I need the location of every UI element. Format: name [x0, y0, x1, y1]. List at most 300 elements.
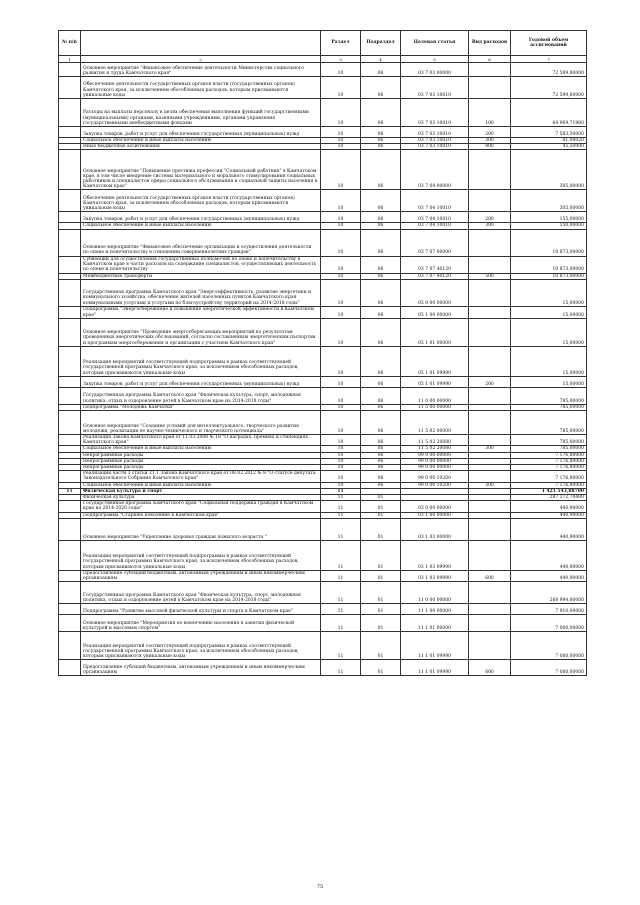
- cell-name: Социальное обеспечение и иные выплаты населению: [81, 482, 321, 488]
- cell-sum: 7 176,80000: [511, 482, 587, 488]
- cell-sum: 785,00000: [511, 435, 587, 446]
- cell-csr: 11 5 02 00000: [401, 411, 469, 435]
- cell-csr: 03 7 04 10010: [401, 190, 469, 212]
- cell-vr: 200: [469, 376, 511, 387]
- cell-csr: 03 7 03 00000: [401, 63, 469, 77]
- cell-num: [59, 77, 81, 99]
- budget-table: [58, 30, 587, 676]
- cell-podrazdel: 06: [361, 138, 401, 144]
- cell-razdel: 10: [321, 376, 361, 387]
- cell-vr: [469, 318, 511, 346]
- cell-vr: 300: [469, 138, 511, 144]
- cell-vr: [469, 346, 511, 376]
- cell-razdel: 11: [321, 582, 361, 604]
- cell-sum: 7 176,80000: [511, 458, 587, 464]
- cell-sum: 785,00000: [511, 411, 587, 435]
- cell-sum: 785,00000: [511, 404, 587, 410]
- column-index: 7: [511, 56, 587, 63]
- cell-sum: 64 969,71960: [511, 99, 587, 127]
- cell-razdel: 10: [321, 306, 361, 318]
- cell-razdel: 10: [321, 465, 361, 471]
- cell-podrazdel: 06: [361, 318, 401, 346]
- cell-num: [59, 582, 81, 604]
- cell-csr: 03 1 03 00000: [401, 518, 469, 540]
- cell-podrazdel: 06: [361, 306, 401, 318]
- cell-podrazdel: 06: [361, 482, 401, 488]
- cell-razdel: 10: [321, 446, 361, 452]
- cell-num: [59, 632, 81, 660]
- cell-vr: [469, 306, 511, 318]
- cell-vr: 300: [469, 482, 511, 488]
- cell-razdel: 11: [321, 518, 361, 540]
- cell-vr: [469, 604, 511, 615]
- cell-razdel: 10: [321, 458, 361, 464]
- table-row: [59, 582, 587, 604]
- cell-csr: 99 0 00 10200: [401, 471, 469, 482]
- table-row: [59, 346, 587, 376]
- cell-sum: 7 176,80000: [511, 465, 587, 471]
- cell-name: Межбюджетные трансферты: [81, 273, 321, 279]
- cell-podrazdel: 06: [361, 452, 401, 458]
- table-row: [59, 190, 587, 212]
- cell-csr: 99 0 00 00000: [401, 458, 469, 464]
- cell-sum: 1 421 543,88700: [511, 488, 587, 494]
- cell-name: Основное мероприятие "Финансовое обеспечение деятельности Министерства социального развития и труда Камчатского края": [81, 63, 321, 77]
- cell-csr: 11 5 00 00000: [401, 404, 469, 410]
- cell-vr: 200: [469, 127, 511, 138]
- cell-podrazdel: 06: [361, 404, 401, 410]
- column-index: 1: [59, 56, 81, 63]
- table-body: [59, 63, 587, 676]
- table-row: [59, 376, 587, 387]
- cell-razdel: 10: [321, 482, 361, 488]
- cell-sum: 7 000,00000: [511, 660, 587, 676]
- cell-num: [59, 190, 81, 212]
- table-row: [59, 318, 587, 346]
- cell-razdel: 11: [321, 540, 361, 570]
- cell-csr: 03 1 03 09990: [401, 570, 469, 581]
- cell-name: Реализация Закона Камчатского края от 11.03.2008 № 18 "О наградах, премиях и стипендиях Камчатского края": [81, 435, 321, 446]
- cell-podrazdel: 01: [361, 512, 401, 518]
- column-index-row: [59, 56, 587, 63]
- cell-num: [59, 306, 81, 318]
- cell-csr: 05 1 01 09990: [401, 346, 469, 376]
- cell-razdel: 10: [321, 190, 361, 212]
- cell-csr: 05 0 00 00000: [401, 279, 469, 306]
- cell-razdel: 11: [321, 512, 361, 518]
- cell-sum: 155,00000: [511, 212, 587, 223]
- cell-podrazdel: 01: [361, 632, 401, 660]
- cell-csr: 03 7 04 10010: [401, 223, 469, 229]
- header-vr: Вид расходов: [469, 31, 511, 56]
- cell-sum: 305,00000: [511, 190, 587, 212]
- cell-vr: 800: [469, 144, 511, 150]
- cell-csr: 03 7 03 10010: [401, 138, 469, 144]
- cell-podrazdel: 06: [361, 435, 401, 446]
- cell-num: [59, 99, 81, 127]
- table-row: [59, 501, 587, 512]
- cell-razdel: 11: [321, 488, 361, 494]
- cell-sum: 15,00000: [511, 346, 587, 376]
- table-row: [59, 660, 587, 676]
- cell-name: Государственная программа Камчатского края "Физическая культура, спорт, молодежная политика, отдых и оздоровление детей в Камчатском крае на 2014-2018 годы": [81, 582, 321, 604]
- header-name: [81, 31, 321, 56]
- cell-podrazdel: 06: [361, 212, 401, 223]
- cell-name: Физическая культура и спорт: [81, 488, 321, 494]
- cell-podrazdel: 06: [361, 144, 401, 150]
- cell-sum: 10 873,00000: [511, 273, 587, 279]
- cell-vr: [469, 77, 511, 99]
- cell-razdel: 10: [321, 212, 361, 223]
- cell-vr: 500: [469, 273, 511, 279]
- cell-podrazdel: 01: [361, 495, 401, 501]
- cell-csr: 03 7 03 10010: [401, 99, 469, 127]
- cell-vr: [469, 540, 511, 570]
- cell-csr: 03 7 07 40120: [401, 256, 469, 273]
- cell-csr: 11 5 02 20080: [401, 446, 469, 452]
- cell-razdel: 11: [321, 632, 361, 660]
- cell-csr: 03 7 07 00000: [401, 229, 469, 256]
- cell-podrazdel: 06: [361, 229, 401, 256]
- cell-razdel: 11: [321, 660, 361, 676]
- cell-razdel: 10: [321, 229, 361, 256]
- cell-name: Закупка товаров, работ и услуг для обеспечения государственных (муниципальных) нужд: [81, 376, 321, 387]
- cell-num: [59, 660, 81, 676]
- cell-podrazdel: 06: [361, 150, 401, 190]
- table-row: [59, 306, 587, 318]
- column-index: 5: [401, 56, 469, 63]
- cell-csr: 11 1 00 00000: [401, 604, 469, 615]
- cell-csr: 03 1 00 00000: [401, 512, 469, 518]
- cell-vr: [469, 615, 511, 632]
- cell-name: Предоставление субсидий бюджетным, автономным учреждениям и иным некоммерческим организациям: [81, 660, 321, 676]
- cell-csr: 11 1 01 09990: [401, 660, 469, 676]
- cell-name: Реализация мероприятий соответствующей подпрограммы в рамках соответствующей государственной программы Камчатского края, за исключением обособленных расходов, которым присваиваются уникальные коды: [81, 540, 321, 570]
- cell-name: Основное мероприятие "Мероприятия по вовлечению населения в занятия физической культурой и массовым спортом": [81, 615, 321, 632]
- cell-sum: 10 873,00000: [511, 256, 587, 273]
- cell-vr: 600: [469, 660, 511, 676]
- cell-csr: 03 7 03 10010: [401, 77, 469, 99]
- cell-csr: 05 1 01 09990: [401, 376, 469, 387]
- table-row: [59, 256, 587, 273]
- cell-num: [59, 435, 81, 446]
- column-index: 4: [361, 56, 401, 63]
- table-row: [59, 387, 587, 404]
- cell-vr: [469, 582, 511, 604]
- cell-razdel: 10: [321, 404, 361, 410]
- cell-name: Закупка товаров, работ и услуг для обеспечения государственных (муниципальных) нужд: [81, 127, 321, 138]
- header-num: № п/п: [59, 31, 81, 56]
- table-row: [59, 570, 587, 581]
- cell-vr: [469, 387, 511, 404]
- cell-num: [59, 387, 81, 404]
- cell-razdel: 10: [321, 471, 361, 482]
- cell-razdel: 11: [321, 615, 361, 632]
- cell-razdel: 10: [321, 63, 361, 77]
- cell-podrazdel: 06: [361, 411, 401, 435]
- cell-vr: [469, 518, 511, 540]
- cell-vr: 100: [469, 99, 511, 127]
- cell-podrazdel: 06: [361, 223, 401, 229]
- cell-csr: 99 0 00 10200: [401, 482, 469, 488]
- cell-csr: 03 7 04 00000: [401, 150, 469, 190]
- cell-name: Социальное обеспечение и иные выплаты населению: [81, 446, 321, 452]
- cell-razdel: 10: [321, 346, 361, 376]
- table-row: [59, 229, 587, 256]
- cell-name: Реализация мероприятий соответствующей подпрограммы в рамках соответствующей государственной программы Камчатского края, за исключением обособленных расходов, которым присваиваются уникальные коды: [81, 632, 321, 660]
- cell-vr: [469, 150, 511, 190]
- cell-csr: 99 0 00 00000: [401, 465, 469, 471]
- cell-razdel: 10: [321, 273, 361, 279]
- cell-sum: 268 994,60000: [511, 582, 587, 604]
- cell-podrazdel: 06: [361, 279, 401, 306]
- cell-vr: [469, 279, 511, 306]
- cell-num: [59, 346, 81, 376]
- cell-name: Основное мероприятие "Проведение энергосберегающих мероприятий по результатам проведенных энергетических обследований, согласно составленным энергетическим паспортам и программам энергосбережения и организации с участием Камчатского края": [81, 318, 321, 346]
- cell-num: [59, 256, 81, 273]
- cell-name: Подпрограмма "Старшее поколение в Камчатском крае": [81, 512, 321, 518]
- cell-csr: 99 0 00 00000: [401, 452, 469, 458]
- cell-razdel: 10: [321, 138, 361, 144]
- cell-csr: 11 0 00 00000: [401, 387, 469, 404]
- cell-name: Основное мероприятие "Укрепление здоровья граждан пожилого возраста ": [81, 518, 321, 540]
- cell-podrazdel: 01: [361, 582, 401, 604]
- table-row: [59, 604, 587, 615]
- table-row: [59, 279, 587, 306]
- cell-num: [59, 150, 81, 190]
- cell-name: Государственная программа Камчатского края "Социальная поддержка граждан в Камчатском крае на 2014-2020 годы": [81, 501, 321, 512]
- cell-sum: 15,00000: [511, 376, 587, 387]
- cell-podrazdel: 06: [361, 256, 401, 273]
- cell-razdel: 11: [321, 570, 361, 581]
- cell-num: [59, 615, 81, 632]
- cell-sum: 81,08020: [511, 138, 587, 144]
- cell-name: Подпрограмма "Молодежь Камчатки": [81, 404, 321, 410]
- cell-razdel: 10: [321, 279, 361, 306]
- cell-vr: [469, 256, 511, 273]
- cell-sum: 15,00000: [511, 279, 587, 306]
- cell-sum: 440,90000: [511, 518, 587, 540]
- table-row: [59, 615, 587, 632]
- cell-name: Физическая культура: [81, 495, 321, 501]
- cell-podrazdel: 06: [361, 387, 401, 404]
- cell-name: Предоставление субсидий бюджетным, автономным учреждениям и иным некоммерческим организациям: [81, 570, 321, 581]
- cell-razdel: 11: [321, 604, 361, 615]
- table-row: [59, 212, 587, 223]
- cell-podrazdel: 06: [361, 465, 401, 471]
- cell-podrazdel: 06: [361, 376, 401, 387]
- cell-name: Непрограммные расходы: [81, 452, 321, 458]
- cell-vr: 600: [469, 570, 511, 581]
- cell-csr: 03 1 03 09990: [401, 540, 469, 570]
- cell-razdel: 11: [321, 501, 361, 512]
- cell-name: Подпрограмма "Развитие массовой физической культуры и спорта в Камчатском крае": [81, 604, 321, 615]
- cell-csr: 03 0 00 00000: [401, 501, 469, 512]
- cell-razdel: 10: [321, 256, 361, 273]
- cell-num: [59, 540, 81, 570]
- cell-sum: 10 873,00000: [511, 229, 587, 256]
- cell-csr: 11 1 01 09990: [401, 632, 469, 660]
- cell-num: [59, 604, 81, 615]
- table-header-row: [59, 31, 587, 56]
- cell-vr: 300: [469, 223, 511, 229]
- cell-num: [59, 376, 81, 387]
- table-row: [59, 99, 587, 127]
- cell-num: [59, 127, 81, 138]
- cell-sum: 45,50000: [511, 144, 587, 150]
- table-row: [59, 435, 587, 446]
- cell-sum: 440,90000: [511, 512, 587, 518]
- cell-razdel: 10: [321, 318, 361, 346]
- cell-csr: 03 7 07 40120: [401, 273, 469, 279]
- table-row: [59, 411, 587, 435]
- cell-podrazdel: 06: [361, 471, 401, 482]
- cell-name: Обеспечение деятельности государственных органов власти (государственных органов) Камчатского края, за исключением обособленных расходов, которым присваиваются уникальные коды: [81, 190, 321, 212]
- cell-csr: 03 7 03 10010: [401, 144, 469, 150]
- table-row: [59, 150, 587, 190]
- cell-sum: 287 372,70400: [511, 495, 587, 501]
- cell-num: [59, 212, 81, 223]
- cell-csr: 11 5 02 20080: [401, 435, 469, 446]
- cell-podrazdel: 06: [361, 99, 401, 127]
- cell-name: Социальное обеспечение и иные выплаты населению: [81, 138, 321, 144]
- cell-podrazdel: 06: [361, 346, 401, 376]
- cell-sum: 440,90000: [511, 540, 587, 570]
- cell-num: [59, 318, 81, 346]
- cell-razdel: 10: [321, 435, 361, 446]
- cell-sum: 72 599,80000: [511, 63, 587, 77]
- cell-name: Государственная программа Камчатского края "Энергоэффективность, развитие энергетики и коммунального хозяйства, обеспечение жителей населенных пунктов Камчатского края коммунальными услугами и услугами по благоустройству территорий на 2014-2018 годы": [81, 279, 321, 306]
- cell-name: Реализация мероприятий соответствующей подпрограммы в рамках соответствующей государственной программы Камчатского края, за исключением обособленных расходов, которым присваиваются уникальные коды: [81, 346, 321, 376]
- cell-name: Подпрограмма "Энергосбережение и повышение энергетической эффективности в Камчатском крае": [81, 306, 321, 318]
- cell-razdel: 10: [321, 77, 361, 99]
- cell-vr: [469, 229, 511, 256]
- cell-name: Основное мероприятие "Создание условий для интеллектуального, творческого развития молодежи, реализации ее научно-технического и творческого потенциала": [81, 411, 321, 435]
- cell-name: Основное мероприятие "Повышение престижа профессии "Социальный работник" в Камчатском крае, в том числе внедрение системы материального и морального стимулирования социальных работников и специалистов сферы социального обслуживания и социальной защиты населения в Камчатском крае": [81, 150, 321, 190]
- cell-podrazdel: 01: [361, 540, 401, 570]
- cell-sum: 7 910,00000: [511, 604, 587, 615]
- cell-num: [59, 279, 81, 306]
- cell-name: Субвенции для осуществления государственных полномочий по опеке и попечительству в Камчатском крае в части расходов на содержание специалистов, осуществляющих деятельность по опеке и попечительству: [81, 256, 321, 273]
- cell-sum: 440,90000: [511, 501, 587, 512]
- cell-name: Обеспечение деятельности государственных органов власти (государственных органов) Камчатского края, за исключением обособленных расходов, которым присваиваются уникальные коды: [81, 77, 321, 99]
- column-index: 6: [469, 56, 511, 63]
- cell-razdel: 10: [321, 99, 361, 127]
- cell-razdel: 10: [321, 411, 361, 435]
- cell-sum: 785,00000: [511, 387, 587, 404]
- budget-sheet: [58, 30, 586, 676]
- cell-sum: 7 176,80000: [511, 452, 587, 458]
- cell-vr: 200: [469, 212, 511, 223]
- header-razdel: Раздел: [321, 31, 361, 56]
- cell-vr: [469, 632, 511, 660]
- cell-num: [59, 518, 81, 540]
- cell-num: [59, 411, 81, 435]
- cell-sum: 7 176,80000: [511, 471, 587, 482]
- cell-podrazdel: 01: [361, 570, 401, 581]
- cell-podrazdel: 06: [361, 458, 401, 464]
- cell-podrazdel: 01: [361, 501, 401, 512]
- cell-sum: 7 583,30000: [511, 127, 587, 138]
- header-sum: Годовой объем ассигнований: [511, 31, 587, 56]
- cell-razdel: 10: [321, 144, 361, 150]
- cell-num: [59, 570, 81, 581]
- cell-vr: [469, 471, 511, 482]
- table-row: [59, 540, 587, 570]
- column-index: 2: [81, 56, 321, 63]
- cell-name: Иные бюджетные ассигнования: [81, 144, 321, 150]
- cell-sum: 72 599,80000: [511, 77, 587, 99]
- cell-sum: 440,90000: [511, 570, 587, 581]
- cell-razdel: 10: [321, 452, 361, 458]
- cell-vr: [469, 411, 511, 435]
- cell-razdel: 10: [321, 387, 361, 404]
- cell-num: [59, 63, 81, 77]
- cell-name: Непрограммные расходы: [81, 465, 321, 471]
- cell-sum: 7 000,00000: [511, 632, 587, 660]
- cell-podrazdel: 01: [361, 604, 401, 615]
- cell-razdel: 10: [321, 150, 361, 190]
- cell-num: [59, 471, 81, 482]
- cell-podrazdel: 06: [361, 77, 401, 99]
- cell-podrazdel: 06: [361, 273, 401, 279]
- cell-vr: [469, 190, 511, 212]
- cell-razdel: 10: [321, 127, 361, 138]
- cell-sum: 150,00000: [511, 223, 587, 229]
- cell-podrazdel: 06: [361, 63, 401, 77]
- cell-vr: 300: [469, 446, 511, 452]
- cell-csr: 03 7 04 10010: [401, 212, 469, 223]
- cell-name: Расходы на выплаты персоналу в целях обеспечения выполнения функций государственными (муниципальными) органами, казенными учреждениями, органами управления государственными внебюджетными фондами: [81, 99, 321, 127]
- cell-sum: 15,00000: [511, 306, 587, 318]
- cell-sum: 785,00000: [511, 446, 587, 452]
- cell-num: [59, 229, 81, 256]
- table-row: [59, 632, 587, 660]
- cell-sum: 15,00000: [511, 318, 587, 346]
- table-row: [59, 518, 587, 540]
- cell-name: Государственная программа Камчатского края "Физическая культура, спорт, молодежная политика, отдых и оздоровление детей в Камчатском крае на 2014-2018 годы": [81, 387, 321, 404]
- cell-num: 11: [59, 488, 81, 494]
- cell-csr: 05 1 00 00000: [401, 306, 469, 318]
- cell-vr: [469, 435, 511, 446]
- cell-podrazdel: 01: [361, 660, 401, 676]
- cell-podrazdel: 01: [361, 615, 401, 632]
- column-index: 3: [321, 56, 361, 63]
- cell-csr: 11 1 01 00000: [401, 615, 469, 632]
- cell-podrazdel: 01: [361, 518, 401, 540]
- cell-vr: [469, 501, 511, 512]
- cell-csr: 03 7 03 10010: [401, 127, 469, 138]
- table-row: [59, 471, 587, 482]
- cell-name: Непрограммные расходы: [81, 458, 321, 464]
- cell-podrazdel: 06: [361, 127, 401, 138]
- header-podrazdel: Подраздел: [361, 31, 401, 56]
- table-row: [59, 77, 587, 99]
- cell-sum: 305,00000: [511, 150, 587, 190]
- cell-name: Основное мероприятие "Финансовое обеспечение организации и осуществления деятельности по опеке и попечительству в отношении совершеннолетних граждан": [81, 229, 321, 256]
- table-row: [59, 127, 587, 138]
- page-number: 75: [316, 884, 324, 890]
- cell-csr: 05 1 01 00000: [401, 318, 469, 346]
- cell-razdel: 10: [321, 223, 361, 229]
- table-row: [59, 63, 587, 77]
- cell-sum: 7 000,00000: [511, 615, 587, 632]
- cell-num: [59, 501, 81, 512]
- cell-vr: [469, 63, 511, 77]
- cell-name: Закупка товаров, работ и услуг для обеспечения государственных (муниципальных) нужд: [81, 212, 321, 223]
- cell-podrazdel: 06: [361, 446, 401, 452]
- header-csr: Целевая статья: [401, 31, 469, 56]
